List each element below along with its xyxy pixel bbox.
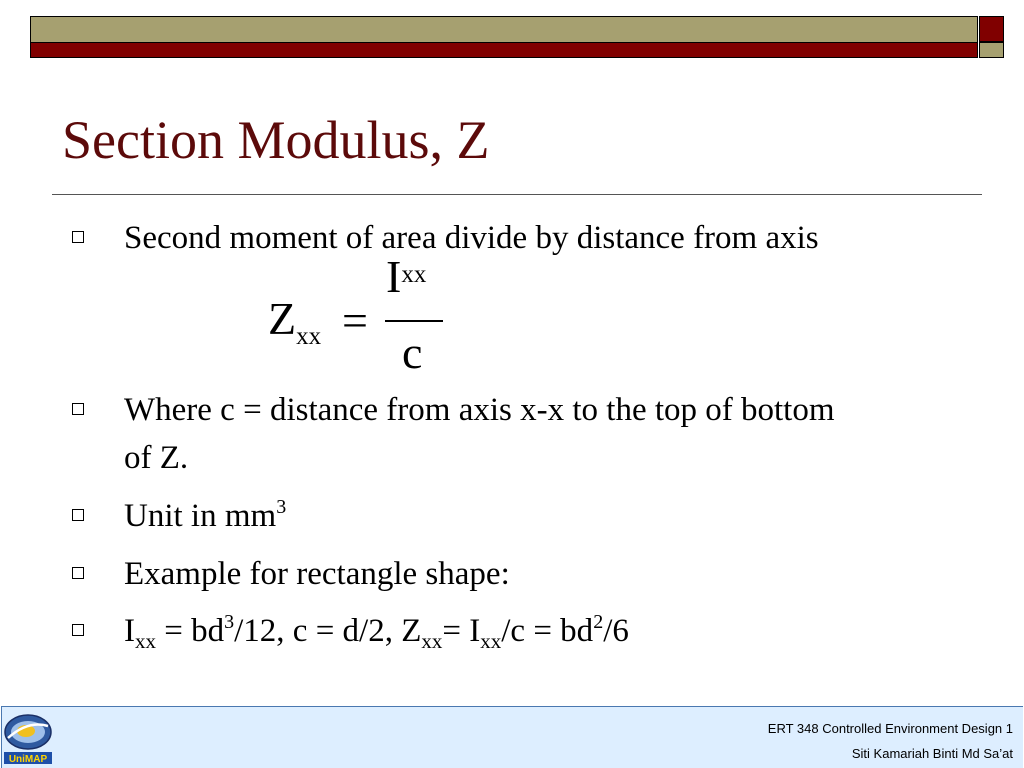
bullet-text: Unit in $mm^3$ [124, 496, 287, 534]
formula-denominator: c [402, 327, 423, 378]
bullet-text: Example for rectangle shape: [124, 556, 510, 592]
svg-text:UniMAP: UniMAP [8, 754, 48, 765]
unimap-logo-icon [2, 710, 54, 766]
bullet-square-icon [72, 624, 84, 636]
footer-course-name: ERT 348 Controlled Environment Design 1 [767, 721, 1013, 736]
bullet-square-icon [72, 509, 84, 521]
footer-author-name: Siti Kamariah Binti Md Sa’at [851, 746, 1013, 761]
slide-footer [1, 706, 1023, 768]
slide-title: Section Modulus, Z [62, 110, 490, 170]
top-bar-olive-band [31, 17, 977, 43]
corner-block-olive [979, 42, 1004, 58]
bullet-square-icon [72, 567, 84, 579]
bullet-square-icon [72, 403, 84, 415]
bullet-text-line1: Where c = distance from axis x-x to the top of bottom [124, 392, 835, 428]
bullet-text-line2: of Z. [124, 440, 189, 476]
formula-numerator: $I_{xx}$ [386, 251, 427, 302]
section-modulus-formula [268, 251, 468, 382]
top-decorative-bar [30, 16, 978, 58]
bullet-text: Second moment of area divide by distance from axis [124, 220, 819, 256]
fraction-bar [385, 320, 443, 322]
top-bar-maroon-band [31, 43, 977, 57]
bullet-text-equation: $I_{xx} = bd^3/12$, c = d/2, $Z_{xx}= I_{xx}/c = bd^2/6$ [124, 611, 629, 653]
title-divider [52, 194, 982, 195]
bullet-square-icon [72, 231, 84, 243]
formula-lhs: $Z_{xx}$ [268, 293, 322, 350]
formula-equals: = [342, 295, 368, 346]
corner-block-maroon [979, 16, 1004, 42]
